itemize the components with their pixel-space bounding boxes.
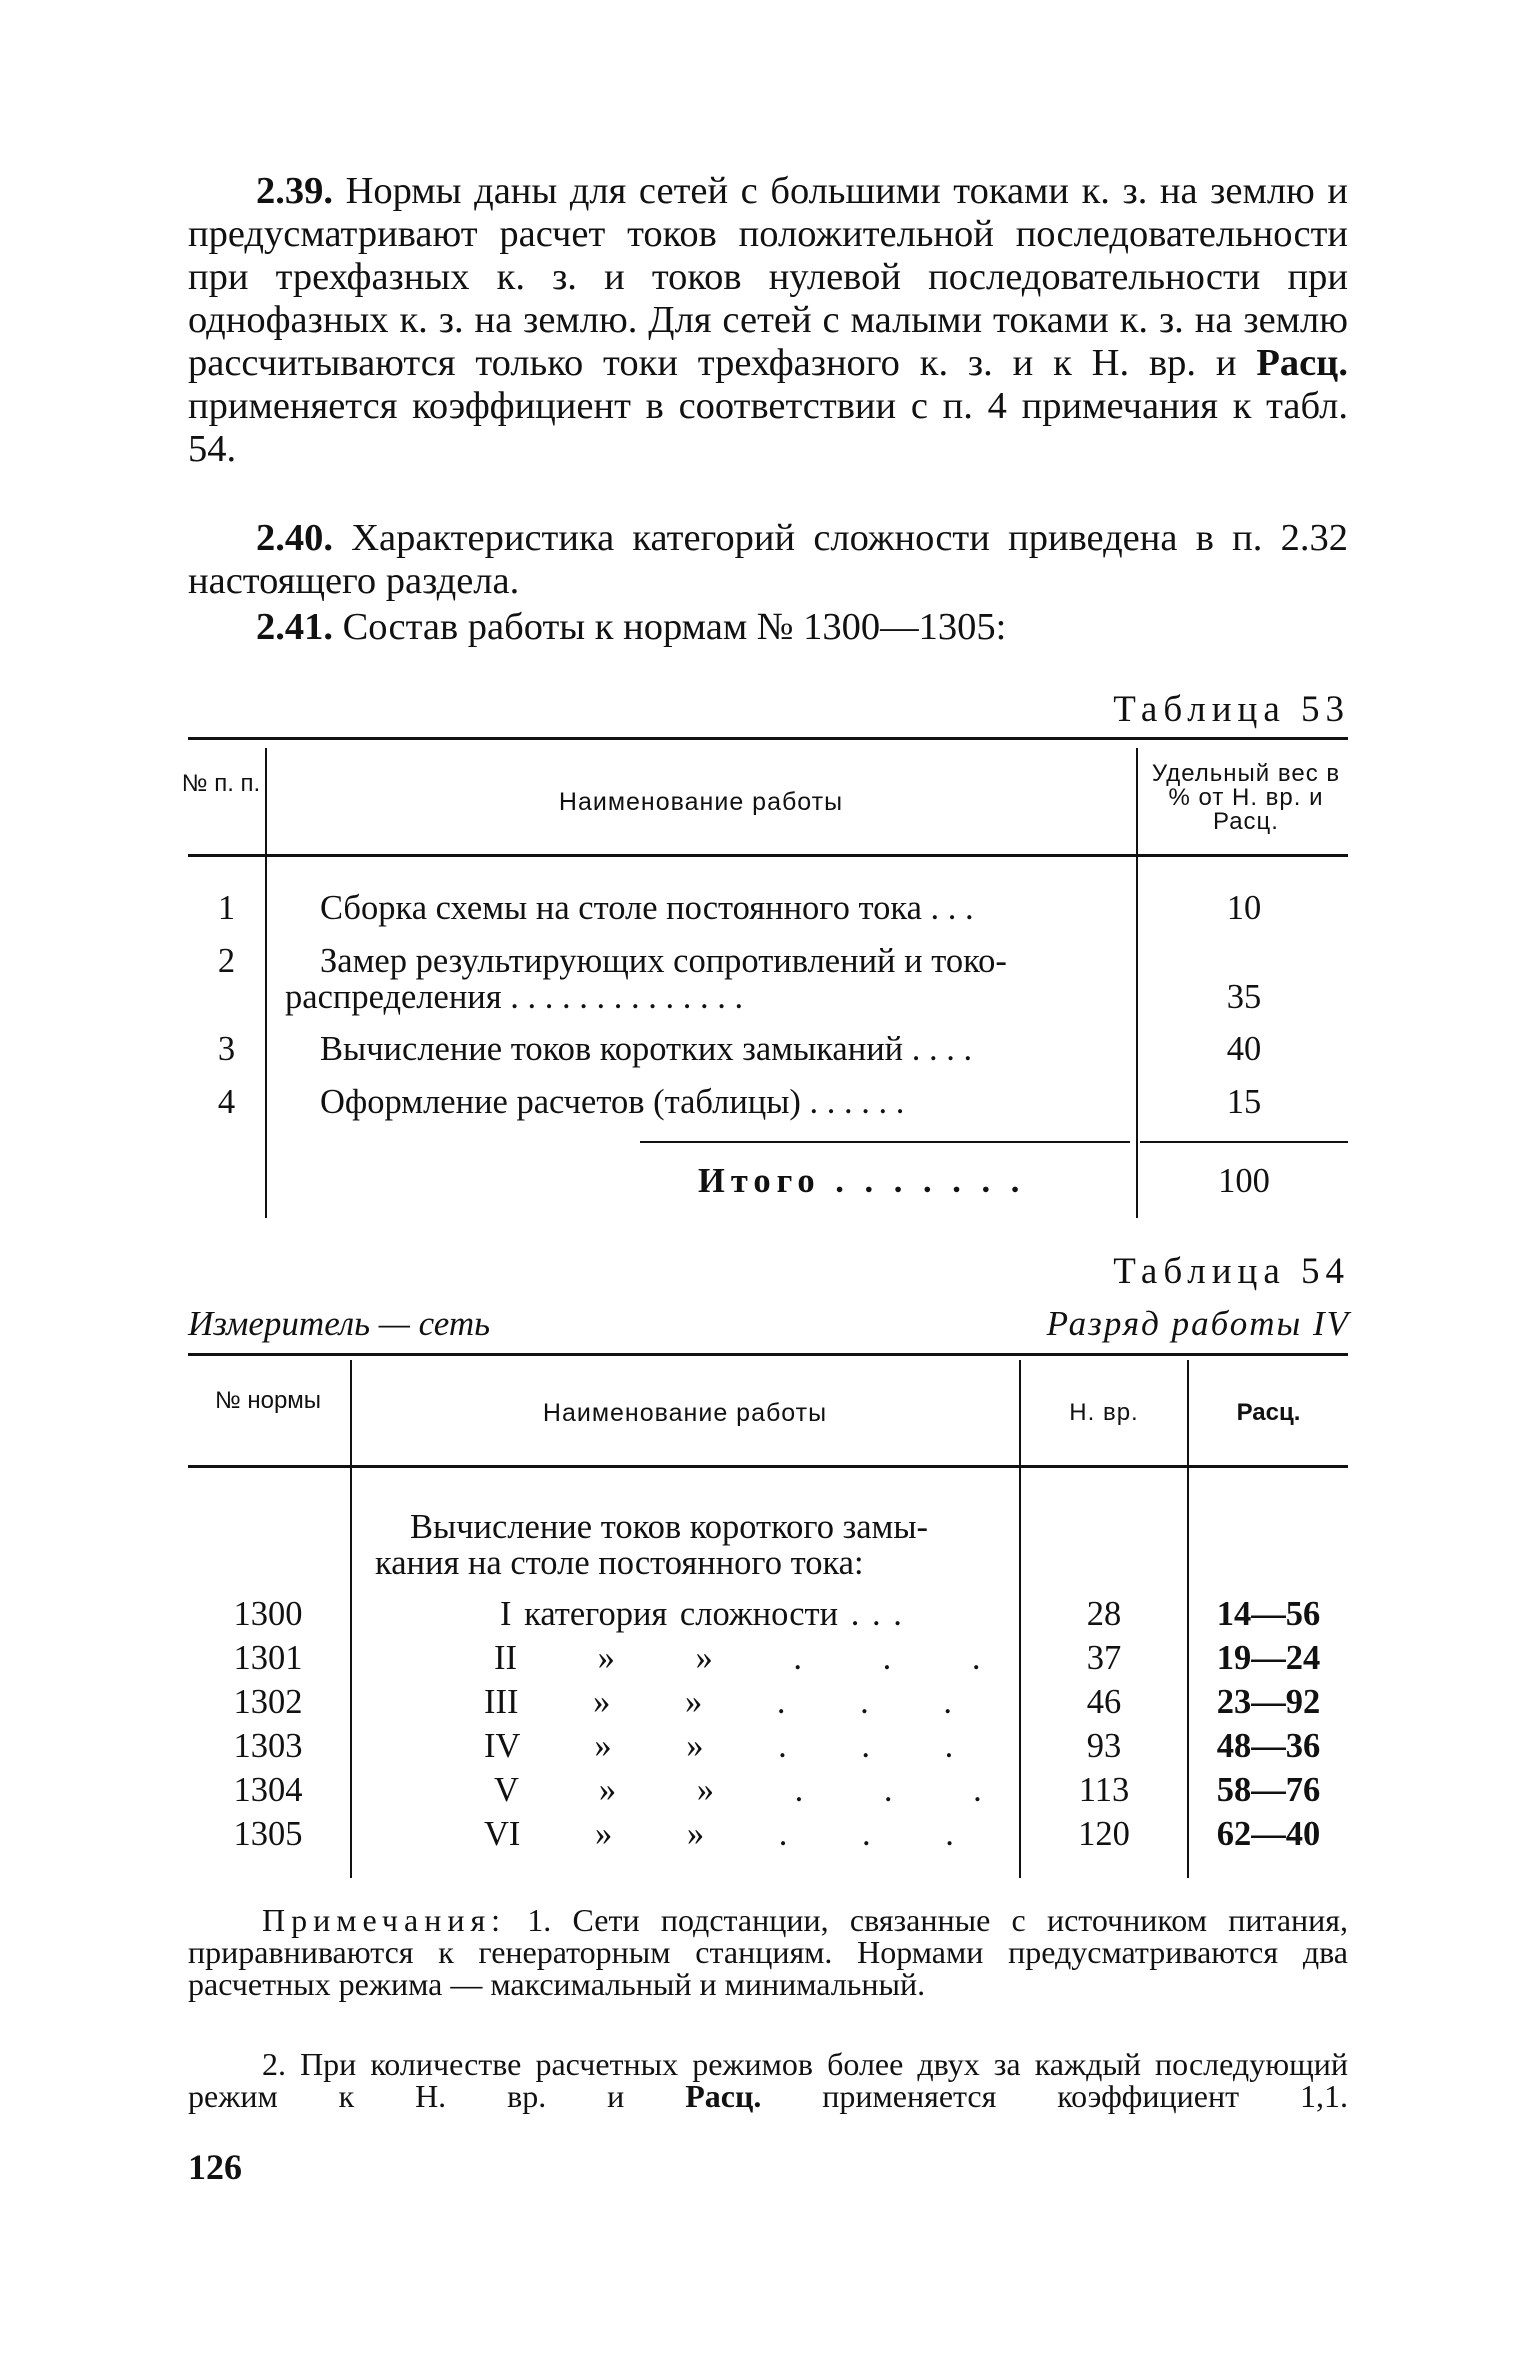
paragraph-text: Состав работы к нормам № 1300—1305: [333,606,1007,648]
table-53-row-num: 3 [217,1030,236,1068]
table-53-header-num: № п. п. [181,770,261,797]
table-54-caption: Таблица 54 [1113,1251,1350,1292]
table-53-row-name: Сборка схемы на столе постоянного тока . . . [320,889,974,927]
paragraph-number: 2.40. [256,517,333,559]
table-53-total-rule-left [640,1141,1130,1143]
table-54-row-category: III » » . . . [484,1683,952,1721]
table-54-col1-divider [350,1360,352,1878]
table-53-row-name: Вычисление токов коротких замыканий . . . . [320,1030,973,1068]
table-54-row-num: 1301 [233,1639,303,1677]
table-53-row-name-cont: распределения . . . . . . . . . . . . . . [285,978,744,1016]
table-53-caption: Таблица 53 [1113,689,1350,730]
table-53-total-rule-right [1140,1141,1348,1143]
note-text: применяется коэффициент 1,1. [761,2078,1349,2114]
paragraph-text: Характеристика категорий сложности приведена в п. 2.32 настоящего раздела. [188,517,1348,602]
paragraph-2-41 [188,606,1348,649]
table-54-row-time: 120 [1078,1815,1130,1853]
table-54-row-num: 1300 [233,1595,303,1633]
table-53-total-label: Итого . . . . . . . [698,1162,1026,1200]
table-54-header-num: № нормы [214,1387,322,1414]
table-54-row-rate: 62—40 [1216,1815,1321,1853]
table-54-grade: Разряд работы IV [1046,1304,1350,1343]
note-1 [188,1904,1348,2000]
table-54-row-num: 1302 [233,1683,303,1721]
table-54-header-rule [188,1465,1348,1468]
table-54-row-num: 1303 [233,1727,303,1765]
table-54-row-num: 1304 [233,1771,303,1809]
note-text: 2. При количестве расчетных режимов более двух за каждый последующий режим к Н. вр. и [188,2046,1348,2114]
notes-label: Примечания: [262,1902,507,1938]
note-text: 1. Сети подстанции, связанные с источником питания, приравниваются к генераторным станциям. Нормами предусматриваются два расчетных режима — максимальный и минимальный. [188,1902,1348,2002]
table-53-row-name: Оформление расчетов (таблицы) . . . . . . [320,1083,905,1121]
bold-term: Расц. [685,2078,762,2114]
table-54-row-time: 37 [1086,1639,1122,1677]
table-53-header-name: Наименование работы [558,788,844,816]
table-53-col2-divider [1136,748,1138,1218]
table-53-row-value: 35 [1226,978,1262,1016]
note-2 [188,2048,1348,2112]
table-54-row-rate: 58—76 [1216,1771,1321,1809]
table-54-row-time: 46 [1086,1683,1122,1721]
table-53-row-num: 4 [217,1083,236,1121]
table-53-row-num: 2 [217,942,236,980]
table-54-row-rate: 19—24 [1216,1639,1321,1677]
paragraph-number: 2.41. [256,606,333,648]
table-53-header-rule [188,854,1348,857]
table-54-row-category: V » » . . . [494,1771,982,1809]
table-54-row-time: 93 [1086,1727,1122,1765]
table-54-header-time: Н. вр. [1069,1399,1139,1426]
paragraph-text: Нормы даны для сетей с большими токами к. з. на землю и предусматривают расчет токов положительной последовательности при трехфазных к. з. и токов нулевой последовательности при однофазных к. з. на землю. Для сетей с малыми токами к. з. на землю рассчитываются только токи трехфазного к. з. и к Н. вр. и [188,170,1348,384]
paragraph-number: 2.39. [256,170,333,212]
table-54-header-rate: Расц. [1236,1399,1301,1426]
table-53-top-rule [188,737,1348,740]
table-54-row-num: 1305 [233,1815,303,1853]
table-53-col1-divider [265,748,267,1218]
table-53-header-weight: Удельный вес в % от Н. вр. и Расц. [1151,760,1341,835]
table-54-row-time: 28 [1086,1595,1122,1633]
table-53-row-num: 1 [217,889,236,927]
table-54-row-rate: 23—92 [1216,1683,1321,1721]
bold-term: Расц. [1256,342,1348,384]
table-54-header-name: Наименование работы [542,1399,828,1427]
table-54-row-rate: 14—56 [1216,1595,1321,1633]
table-54-row-category: II » » . . . [494,1639,981,1677]
table-54-top-rule [188,1353,1348,1356]
table-53-row-value: 10 [1226,889,1262,927]
table-54-row-category: I категория сложности . . . [500,1595,902,1633]
table-54-group-title: Вычисление токов короткого замы- [410,1508,929,1546]
table-53-row-value: 40 [1226,1030,1262,1068]
table-53-row-name: Замер результирующих сопротивлений и токо- [320,942,1007,980]
paragraph-2-39 [188,170,1348,471]
paragraph-text: применяется коэффициент в соответствии с п. 4 примечания к табл. 54. [188,385,1348,470]
table-54-row-time: 113 [1078,1771,1130,1809]
page-number: 126 [188,2147,242,2187]
table-54-meter: Измеритель — сеть [188,1304,491,1343]
table-54-row-category: VI » » . . . [484,1815,954,1853]
table-54-group-title-cont: кания на столе постоянного тока: [375,1544,864,1582]
table-53-row-value: 15 [1226,1083,1262,1121]
table-53-total-value: 100 [1218,1162,1270,1200]
table-54-row-category: IV » » . . . [484,1727,954,1765]
paragraph-2-40 [188,517,1348,603]
table-54-row-rate: 48—36 [1216,1727,1321,1765]
